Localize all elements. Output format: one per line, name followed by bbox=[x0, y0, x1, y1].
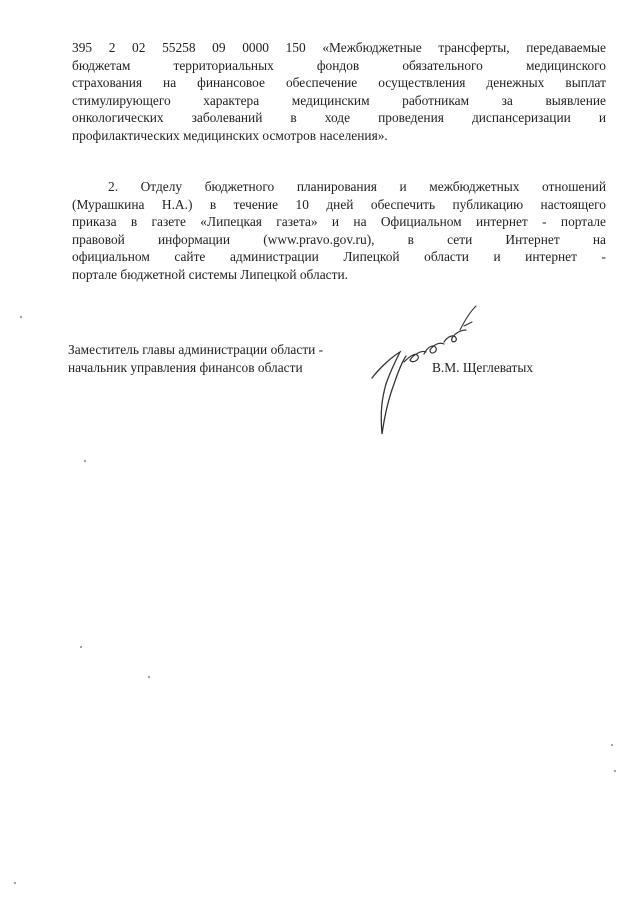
scan-speck bbox=[148, 676, 150, 678]
scan-speck bbox=[80, 646, 82, 648]
scan-speck bbox=[14, 882, 16, 884]
scan-speck bbox=[611, 744, 613, 746]
text-line: портале бюджетной системы Липецкой области. bbox=[72, 266, 348, 282]
signatory-position bbox=[68, 341, 323, 377]
text-line: профилактических медицинских осмотров населения». bbox=[72, 127, 388, 143]
position-line: начальник управления финансов области bbox=[68, 360, 303, 375]
text-line: бюджетам территориальных фондов обязательного медицинского bbox=[72, 57, 606, 73]
text-line: онкологических заболеваний в ходе проведения диспансеризации и bbox=[72, 110, 606, 126]
text-line: 2. Отделу бюджетного планирования и межбюджетных отношений bbox=[108, 179, 606, 194]
text-line: официальном сайте администрации Липецкой области и интернет - bbox=[72, 249, 606, 265]
scan-speck bbox=[20, 316, 22, 318]
text-line: правовой информации (www.pravo.gov.ru), в сети Интернет на bbox=[72, 231, 606, 247]
paragraph-publication-order bbox=[72, 178, 606, 284]
scan-speck bbox=[614, 770, 616, 772]
text-line: (Мурашкина Н.А.) в течение 10 дней обеспечить публикацию настоящего bbox=[72, 196, 606, 212]
signatory-name: В.М. Щеглеватых bbox=[432, 360, 534, 375]
text-line: стимулирующего характера медицинским работникам за выявление bbox=[72, 92, 606, 108]
text-line: приказа в газете «Липецкая газета» и на Официальном интернет - портале bbox=[72, 214, 606, 230]
scan-speck bbox=[84, 460, 86, 462]
text-line: страхования на финансовое обеспечение осуществления денежных выплат bbox=[72, 75, 606, 91]
paragraph-budget-code bbox=[72, 39, 606, 145]
text-line: 395 2 02 55258 09 0000 150 «Межбюджетные трансферты, передаваемые bbox=[72, 40, 606, 55]
position-line: Заместитель главы администрации области - bbox=[68, 342, 324, 357]
